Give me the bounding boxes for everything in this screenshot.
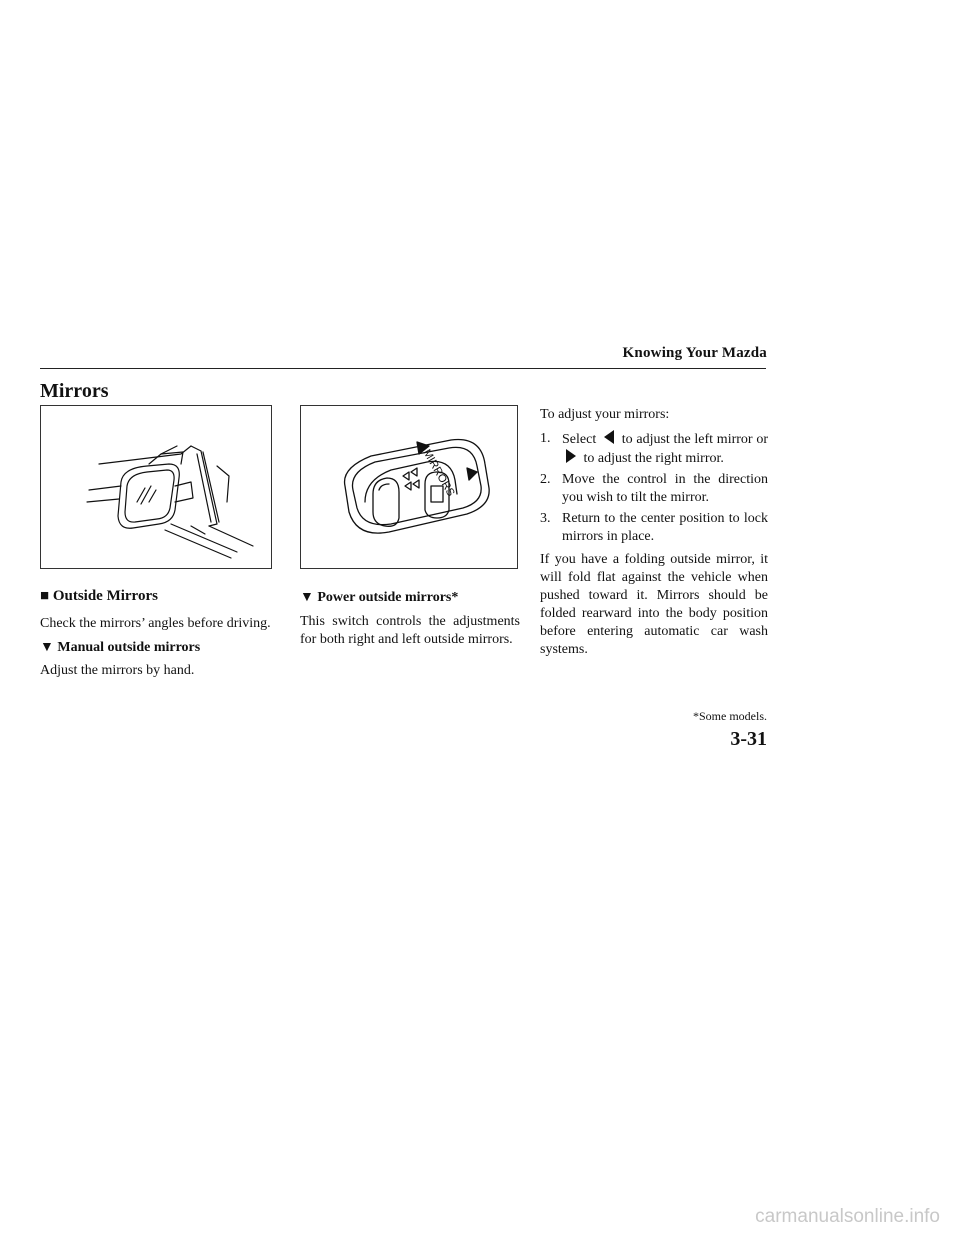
step-1-text-b: to adjust the left mirror or (621, 432, 768, 447)
check-mirrors-text: Check the mirrors’ angles before driving. (40, 616, 271, 631)
manual-mirrors-text: Adjust the mirrors by hand. (40, 663, 195, 678)
page-number: 3-31 (730, 728, 767, 750)
step-3 (540, 510, 768, 546)
triangle-down-icon: ▼ (300, 590, 314, 605)
folding-mirror-text: If you have a folding outside mirror, it will fold flat against the vehicle when pushed toward it. Mirrors should be folded rearward into the body position before entering automatic car wash systems. (540, 552, 768, 657)
outside-mirror-figure (40, 405, 272, 569)
power-mirrors-heading-text: Power outside mirrors* (317, 590, 459, 605)
step-3-number: 3. (540, 511, 551, 526)
step-2-number: 2. (540, 472, 551, 487)
watermark: carmanualsonline.info (755, 1206, 940, 1227)
adjust-intro: To adjust your mirrors: (540, 407, 670, 422)
footnote: *Some models. (693, 709, 767, 723)
section-title: Mirrors (40, 380, 109, 402)
outside-mirrors-heading (40, 588, 275, 605)
step-1-text-c: to adjust the right mirror. (583, 451, 724, 466)
step-3-text: Return to the center position to lock mirrors in place. (562, 511, 768, 544)
right-triangle-icon (566, 449, 576, 463)
power-mirrors-heading (300, 589, 520, 607)
left-triangle-icon (604, 430, 614, 444)
outside-mirror-illustration (41, 406, 271, 568)
step-1-text-a: Select (562, 432, 597, 447)
step-1 (540, 430, 768, 468)
mirror-switch-figure (300, 405, 518, 569)
running-header: Knowing Your Mazda (622, 345, 767, 361)
manual-mirrors-heading-text: Manual outside mirrors (57, 640, 201, 655)
header-rule (40, 368, 766, 369)
power-mirrors-text: This switch controls the adjustments for both right and left outside mirrors. (300, 614, 520, 647)
outside-mirrors-heading-text: Outside Mirrors (52, 588, 158, 604)
step-1-number: 1. (540, 431, 551, 446)
step-2-text: Move the control in the direction you wish to tilt the mirror. (562, 472, 768, 505)
step-2 (540, 471, 768, 507)
square-bullet-icon: ■ (40, 588, 50, 604)
triangle-down-icon: ▼ (40, 640, 54, 655)
manual-mirrors-heading (40, 639, 275, 657)
switch-label-letters: MIRRORS (420, 447, 457, 499)
mirror-switch-illustration (301, 406, 517, 568)
